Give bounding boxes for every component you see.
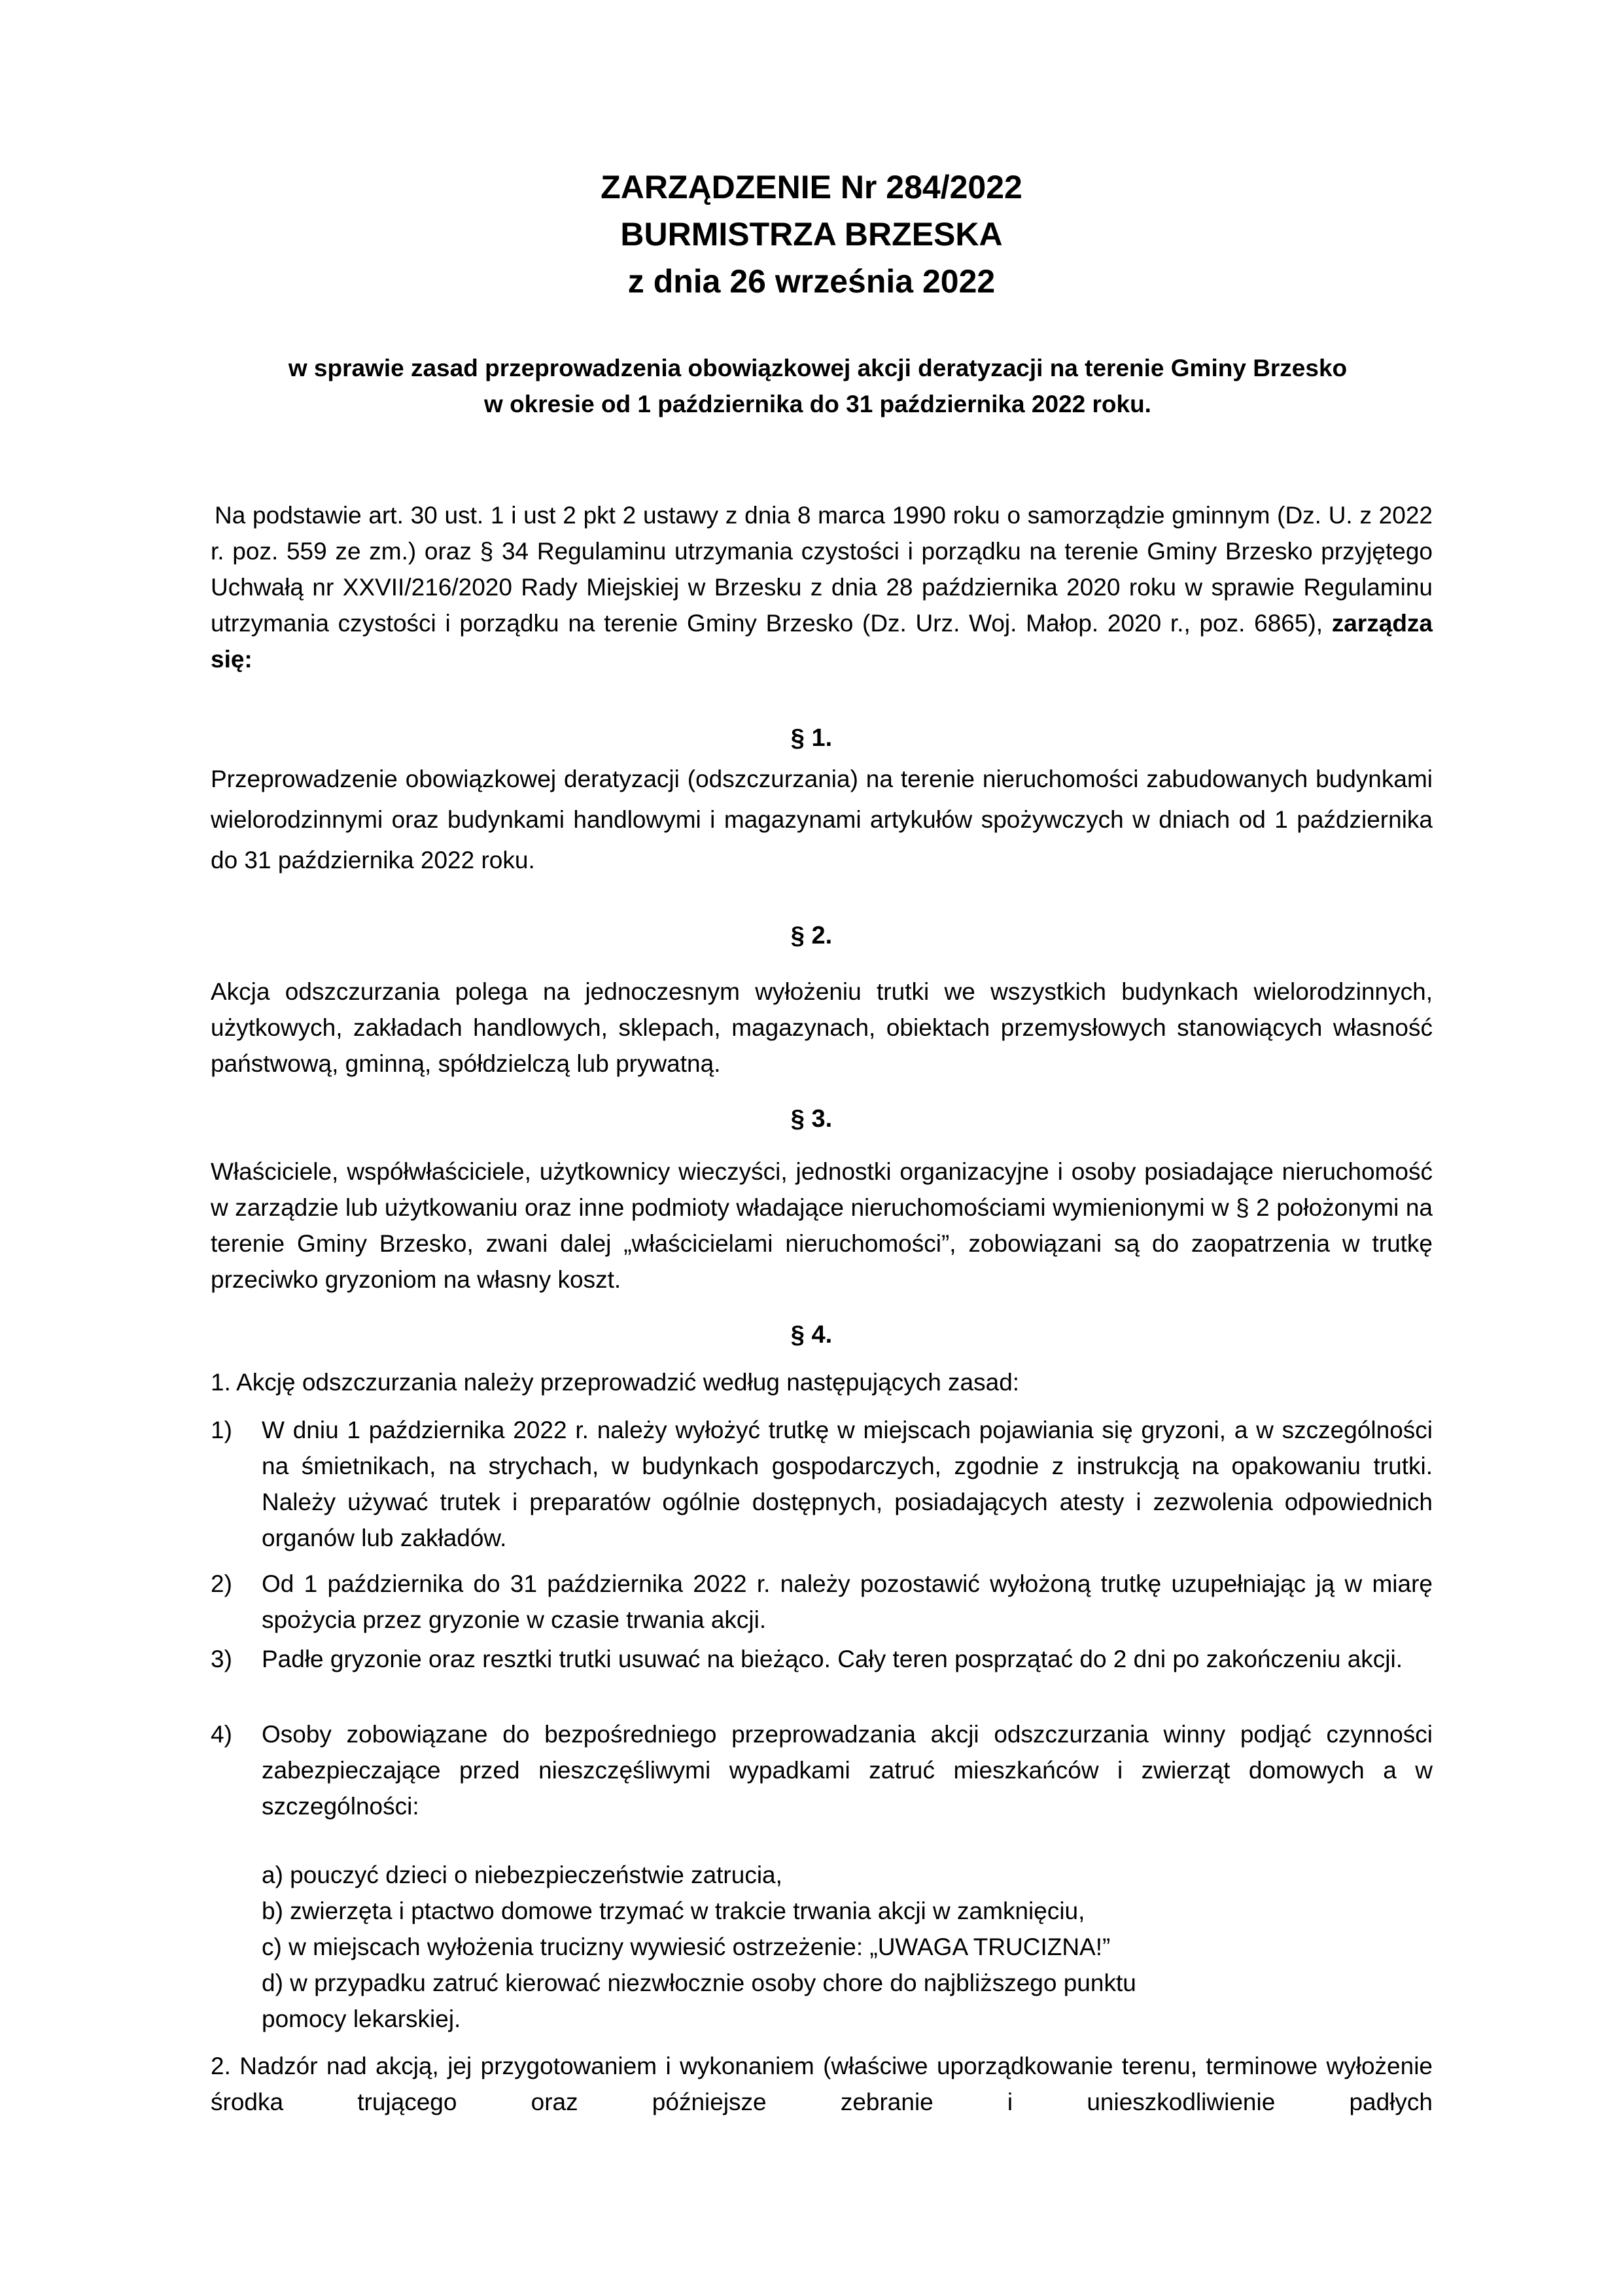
- legal-basis-paragraph: [211, 497, 1433, 677]
- rule-item-number: 1): [211, 1417, 232, 1443]
- section-2-text: Akcja odszczurzania polega na jednoczesnym wyłożeniu trutki we wszystkich budynkach wielorodzinnych, użytkowych, zakładach handlowych, sklepach, magazynach, obiektach przemysłowych stanowiących własność państwową, gminną, spółdzielczą lub prywatną.: [211, 978, 1433, 1077]
- ordering-clause: zarządza się:: [211, 610, 1433, 673]
- title-line-date: z dnia 26 września 2022: [627, 263, 996, 300]
- section-2-heading: § 2.: [790, 922, 833, 949]
- section-4-point-1-intro: 1. Akcję odszczurzania należy przeprowadzić według następujących zasad:: [211, 1369, 1020, 1396]
- rule-item-text: W dniu 1 października 2022 r. należy wyłożyć trutkę w miejscach pojawiania się gryzoni, a w szczególności na śmietnikach, na strychach, w budynkach gospodarczych, zgodnie z instrukcją na opakowaniu trutki. Należy używać trutek i preparatów ogólnie dostępnych, posiadających atesty i zezwolenia odpowiednich organów lub zakładów.: [262, 1417, 1433, 1551]
- rule-item-number: 4): [211, 1721, 232, 1748]
- subject-line-2: w okresie od 1 października do 31 października 2022 roku.: [484, 391, 1151, 417]
- rule-item-number: 2): [211, 1570, 232, 1597]
- subject-line-1: w sprawie zasad przeprowadzenia obowiązkowej akcji deratyzacji na terenie Gminy Brzesko: [288, 355, 1348, 381]
- document-title: [0, 164, 1623, 305]
- rule-item-number: 3): [211, 1646, 232, 1672]
- rule-item-text: Od 1 października do 31 października 2022 r. należy pozostawić wyłożoną trutkę uzupełniając ją w miarę spożycia przez gryzonie w czasie trwania akcji.: [262, 1570, 1433, 1633]
- section-3-text: Właściciele, współwłaściciele, użytkownicy wieczyści, jednostki organizacyjne i osoby posiadające nieruchomość w zarządzie lub użytkowaniu oraz inne podmioty władające nieruchomościami wymienionymi w § 2 położonymi na terenie Gminy Brzesko, zwani dalej „właścicielami nieruchomości”, zobowiązani są do zaopatrzenia w trutkę przeciwko gryzoniom na własny koszt.: [211, 1158, 1433, 1293]
- safety-measure-d: d) w przypadku zatruć kierować niezwłocznie osoby chore do najbliższego punktu pomocy lekarskiej.: [262, 1969, 1136, 2032]
- rule-item-2: [211, 1566, 1433, 1638]
- title-line-issuer: BURMISTRZA BRZESKA: [620, 216, 1003, 253]
- title-line-ordinance-number: ZARZĄDZENIE Nr 284/2022: [601, 169, 1022, 205]
- legal-basis-text: Na podstawie art. 30 ust. 1 i ust 2 pkt 2 ustawy z dnia 8 marca 1990 roku o samorządzie gminnym (Dz. U. z 2022 r. poz. 559 ze zm.) oraz § 34 Regulaminu utrzymania czystości i porządku na terenie Gminy Brzesko przyjętego Uchwałą nr XXVII/216/2020 Rady Miejskiej w Brzesku z dnia 28 października 2020 roku w sprawie Regulaminu utrzymania czystości i porządku na terenie Gminy Brzesko (Dz. Urz. Woj. Małop. 2020 r., poz. 6865),: [211, 502, 1433, 637]
- safety-measure-b: b) zwierzęta i ptactwo domowe trzymać w trakcie trwania akcji w zamknięciu,: [262, 1898, 1085, 1924]
- rule-item-1: [211, 1412, 1433, 1556]
- rule-item-text: Padłe gryzonie oraz resztki trutki usuwać na bieżąco. Cały teren posprzątać do 2 dni po zakończeniu akcji.: [262, 1646, 1403, 1672]
- safety-measure-a: a) pouczyć dzieci o niebezpieczeństwie zatrucia,: [262, 1862, 782, 1888]
- safety-measure-c: c) w miejscach wyłożenia trucizny wywiesić ostrzeżenie: „UWAGA TRUCIZNA!”: [262, 1934, 1111, 1960]
- section-4-point-2-text: 2. Nadzór nad akcją, jej przygotowaniem i wykonaniem (właściwe uporządkowanie terenu, terminowe wyłożenie środka trującego oraz późniejsze zebranie i unieszkodliwienie padłych: [211, 2053, 1433, 2115]
- section-1-heading: § 1.: [790, 724, 833, 752]
- rule-item-3: [211, 1641, 1433, 1677]
- rule-item-4: [211, 1716, 1433, 1824]
- rule-item-text: Osoby zobowiązane do bezpośredniego przeprowadzania akcji odszczurzania winny podjąć czynności zabezpieczające przed nieszczęśliwymi wypadkami zatruć mieszkańców i zwierząt domowych a w szczególności:: [262, 1721, 1433, 1820]
- section-3-heading: § 3.: [790, 1105, 833, 1133]
- section-1-text: Przeprowadzenie obowiązkowej deratyzacji (odszczurzania) na terenie nieruchomości zabudowanych budynkami wielorodzinnymi oraz budynkami handlowymi i magazynami artykułów spożywczych w dniach od 1 października do 31 października 2022 roku.: [211, 766, 1433, 874]
- document-subject: [196, 350, 1439, 422]
- section-4-heading: § 4.: [790, 1321, 833, 1349]
